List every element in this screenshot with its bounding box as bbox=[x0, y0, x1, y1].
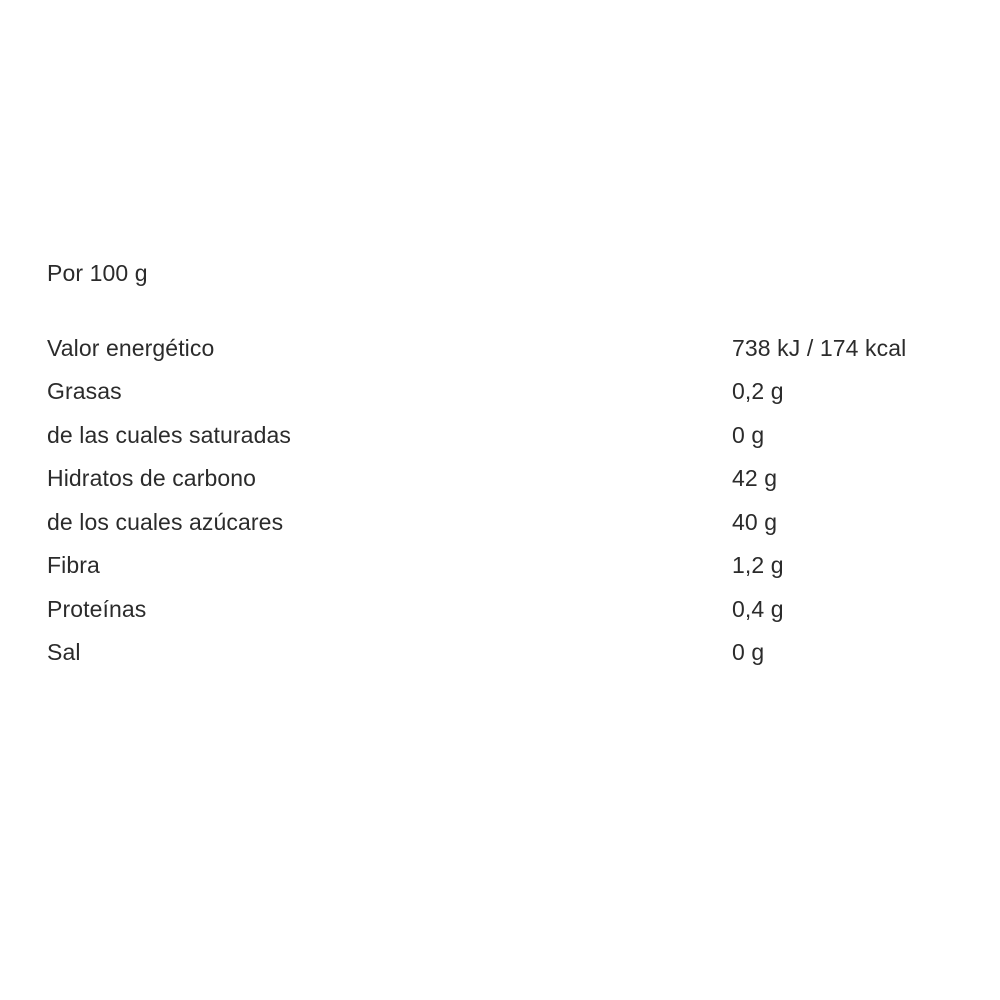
table-row bbox=[47, 413, 953, 457]
nutrient-label: Proteínas bbox=[47, 595, 147, 622]
nutrient-label: Sal bbox=[47, 639, 81, 666]
table-row bbox=[47, 587, 953, 631]
nutrient-value: 40 g bbox=[732, 508, 778, 535]
nutrient-value: 0,2 g bbox=[732, 378, 784, 405]
nutrient-value: 42 g bbox=[732, 465, 778, 492]
table-row bbox=[47, 326, 953, 370]
nutrient-label: Hidratos de carbono bbox=[47, 465, 257, 492]
nutrient-value: 738 kJ / 174 kcal bbox=[732, 334, 907, 361]
table-row bbox=[47, 457, 953, 501]
table-row bbox=[47, 370, 953, 414]
nutrition-information-panel bbox=[47, 258, 953, 674]
nutrient-value: 0 g bbox=[732, 639, 765, 666]
nutrient-label: Valor energético bbox=[47, 334, 215, 361]
serving-size-label: Por 100 g bbox=[47, 260, 148, 286]
table-row bbox=[47, 631, 953, 675]
nutrition-facts-table bbox=[47, 326, 953, 674]
nutrition-table-body bbox=[47, 326, 953, 674]
nutrient-value: 0,4 g bbox=[732, 595, 784, 622]
nutrient-value: 0 g bbox=[732, 421, 765, 448]
nutrient-value: 1,2 g bbox=[732, 552, 784, 579]
nutrient-label: de los cuales azúcares bbox=[47, 508, 284, 535]
nutrient-label: de las cuales saturadas bbox=[47, 421, 291, 448]
table-row bbox=[47, 500, 953, 544]
table-row bbox=[47, 544, 953, 588]
nutrient-label: Grasas bbox=[47, 378, 122, 405]
nutrient-label: Fibra bbox=[47, 552, 100, 579]
